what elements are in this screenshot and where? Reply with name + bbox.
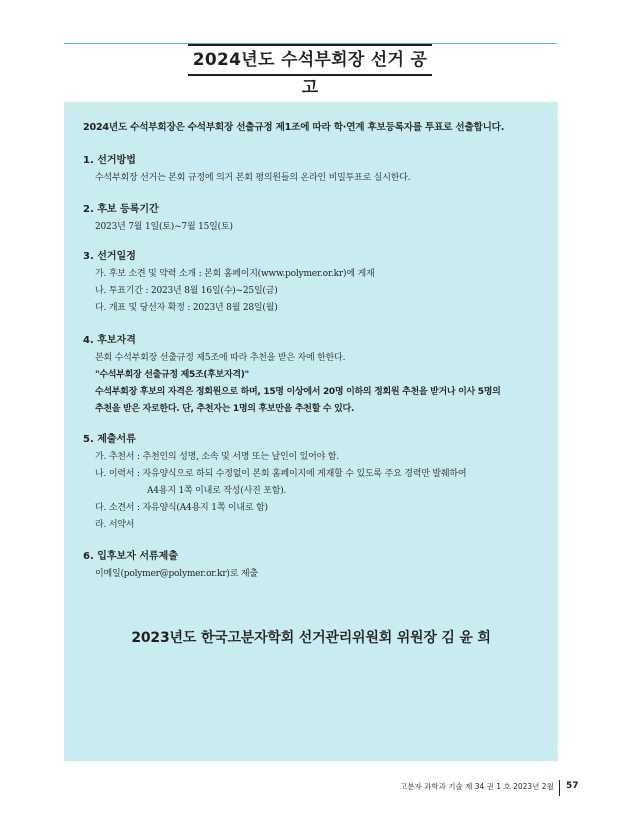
section-title: 5. 제출서류 [83, 434, 136, 445]
footer-divider [559, 780, 560, 796]
section-submission [83, 548, 543, 583]
section-qualification [83, 332, 543, 418]
section-line: 이메일(polymer@polymer.or.kr)로 제출 [95, 569, 258, 579]
section-title: 3. 선거일정 [83, 251, 136, 262]
section-line: 추천을 받은 자로한다. 단, 추천자는 1명의 후보만을 추천할 수 있다. [95, 404, 355, 414]
section-registration-period [83, 201, 543, 236]
section-line: 다. 개표 및 당선자 확정 : 2023년 8월 28일(월) [95, 303, 278, 313]
section-election-method [83, 152, 543, 187]
section-line: 수석부회장 선거는 본회 규정에 의거 본회 평의원들의 온라인 비밀투표로 실시한다. [95, 173, 411, 183]
section-title: 6. 입후보자 서류제출 [83, 551, 178, 562]
section-line: 2023년 7월 1일(토)~7월 15일(토) [95, 222, 233, 232]
section-line: 나. 투표기간 : 2023년 8월 16일(수)~25일(금) [95, 286, 278, 296]
section-line: 본회 수석부회장 선출규정 제5조에 따라 추천을 받은 자에 한한다. [95, 353, 346, 363]
section-line: 다. 소견서 : 자유양식(A4용지 1쪽 이내로 함) [95, 503, 268, 513]
section-title: 2. 후보 등록기간 [83, 204, 159, 215]
section-schedule [83, 248, 543, 317]
signature-line: 2023년도 한국고분자학회 선거관리위원회 위원장 김 윤 희 [131, 630, 491, 646]
section-documents [83, 431, 543, 534]
section-line: 가. 추천서 : 추천인의 성명, 소속 및 서명 또는 날인이 있어야 함. [95, 452, 339, 462]
intro-text: 2024년도 수석부회장은 수석부회장 선출규정 제1조에 따라 학·연계 후보등록자를 투표로 선출합니다. [83, 122, 505, 133]
section-line: A4용지 1쪽 이내로 작성(사진 포함). [147, 486, 287, 496]
section-line: 가. 후보 소견 및 약력 소개 : 본회 홈페이지(www.polymer.or.kr)에 게재 [95, 269, 375, 279]
section-line: "수석부회장 선출규정 제5조(후보자격)" [95, 370, 249, 380]
section-line: 라. 서약서 [95, 520, 135, 530]
section-line: 나. 이력서 : 자유양식으로 하되 수정없이 본회 홈페이지에 게재할 수 있도록 주요 경력만 발췌하여 [95, 469, 467, 479]
section-title: 4. 후보자격 [83, 335, 136, 346]
section-title: 1. 선거방법 [83, 155, 136, 166]
footer-journal: 고분자 과학과 기술 제 34 권 1 호 2023년 2월 [400, 782, 554, 791]
page-number: 57 [566, 781, 579, 791]
page-title: 2024년도 수석부회장 선거 공고 [188, 44, 432, 76]
section-line: 수석부회장 후보의 자격은 정회원으로 하며, 15명 이상에서 20명 이하의 정회원 추천을 받거나 이사 5명의 [95, 387, 501, 397]
